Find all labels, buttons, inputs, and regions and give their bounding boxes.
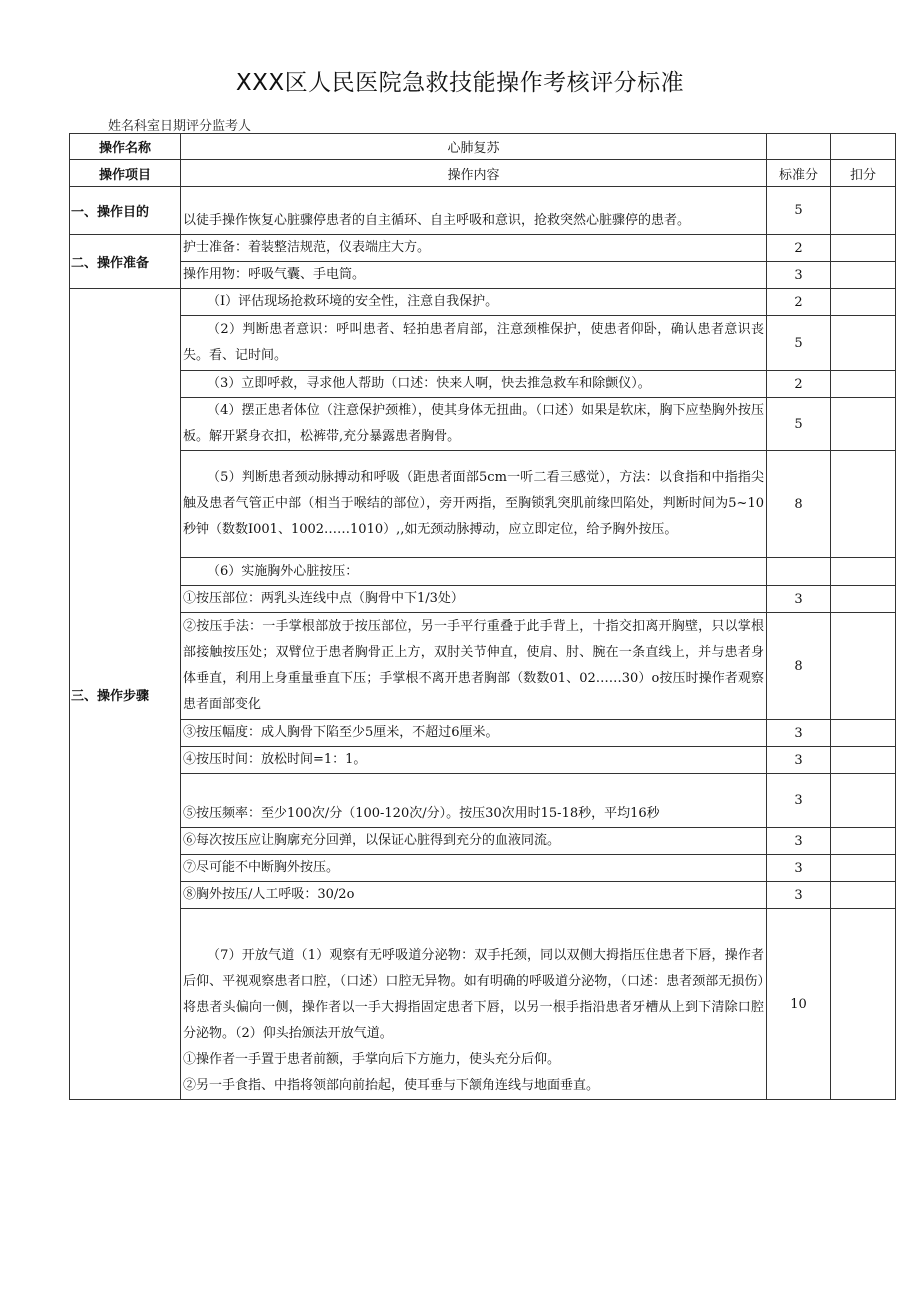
row-content: 护士准备：着装整洁规范，仪表端庄大方。: [181, 235, 767, 262]
table-row: [70, 289, 896, 316]
row-score: 8: [767, 613, 831, 720]
row-content: （5）判断患者颈动脉搏动和呼吸（距患者面部5cm一听二看三感觉），方法：以食指和中指指尖触及患者气管正中部（相当于喉结的部位），旁开两指，至胸锁乳突肌前缘凹陷处，判断时间为5~10秒钟（数数I001、1002……1010）,,如无颈动脉搏动，应立即定位，给予胸外按压。: [181, 451, 767, 558]
row-deduct: [831, 882, 896, 909]
table-row: [70, 882, 896, 909]
scoring-table: [69, 133, 896, 1100]
row-content: （3）立即呼救，寻求他人帮助（口述：快来人啊，快去推急救车和除颤仪）。: [181, 371, 767, 398]
row-content: ⑥每次按压应让胸廓充分回弹，以保证心脏得到充分的血液同流。: [181, 828, 767, 855]
row-deduct: [831, 316, 896, 371]
row-score: 2: [767, 235, 831, 262]
row-content-airway: [181, 909, 767, 1100]
row-score: 5: [767, 316, 831, 371]
operation-name-value: 心肺复苏: [181, 134, 767, 160]
table-row: [70, 451, 896, 558]
row-content: ⑦尽可能不中断胸外按压。: [181, 855, 767, 882]
row-deduct: [831, 909, 896, 1100]
row-deduct: [831, 720, 896, 747]
row-content: （6）实施胸外心脏按压：: [181, 558, 767, 586]
row-deduct: [831, 855, 896, 882]
table-row: [70, 747, 896, 774]
row-deduct: [831, 371, 896, 398]
table-row: [70, 828, 896, 855]
row-content: ⑤按压频率：至少100次/分（100-120次/分）。按压30次用时15-18秒，平均16秒: [181, 774, 767, 828]
table-row: [70, 613, 896, 720]
row-score: 3: [767, 586, 831, 613]
airway-sub-step-1: ①操作者一手置于患者前额，手掌向后下方施力，使头充分后仰。: [183, 1052, 561, 1067]
column-header-score: 标准分: [767, 160, 831, 187]
row-score: 3: [767, 747, 831, 774]
table-row: [70, 586, 896, 613]
table-row: [70, 187, 896, 235]
row-deduct: [831, 451, 896, 558]
row-score: 3: [767, 720, 831, 747]
row-content: 以徒手操作恢复心脏骤停患者的自主循环、自主呼吸和意识，抢救突然心脏骤停的患者。: [181, 187, 767, 235]
row-score: 8: [767, 451, 831, 558]
row-score: 5: [767, 398, 831, 451]
section-purpose: 一、操作目的: [70, 187, 181, 235]
row-content: 操作用物：呼吸气囊、手电筒。: [181, 262, 767, 289]
row-score: 3: [767, 855, 831, 882]
row-score: 3: [767, 262, 831, 289]
row-deduct: [831, 289, 896, 316]
row-deduct: [831, 828, 896, 855]
row-score: 5: [767, 187, 831, 235]
row-deduct: [831, 774, 896, 828]
table-row: [70, 558, 896, 586]
header-row-operation-name: [70, 134, 896, 160]
examiner-info-line: 姓名科室日期评分监考人: [108, 119, 252, 134]
row-deduct: [831, 613, 896, 720]
row-content: （I）评估现场抢救环境的安全性，注意自我保护。: [181, 289, 767, 316]
row-content: ①按压部位：两乳头连线中点（胸骨中下1/3处）: [181, 586, 767, 613]
row-deduct: [831, 398, 896, 451]
table-row: [70, 371, 896, 398]
row-deduct: [831, 558, 896, 586]
section-prepare: 二、操作准备: [70, 235, 181, 289]
table-row: [70, 855, 896, 882]
row-deduct: [831, 187, 896, 235]
table-row: [70, 774, 896, 828]
table-row: [70, 235, 896, 262]
operation-name-label: 操作名称: [70, 134, 181, 160]
row-score: 2: [767, 371, 831, 398]
row-content: ⑧胸外按压/人工呼吸：30/2o: [181, 882, 767, 909]
section-steps: 三、操作步骤: [70, 289, 181, 1100]
table-row: [70, 316, 896, 371]
row-deduct: [831, 586, 896, 613]
airway-main-text: （7）开放气道（1）观察有无呼吸道分泌物：双手托颈，同以双侧大拇指压住患者下唇，操作者后仰、平视观察患者口腔，（口述）口腔无异物。如有明确的呼吸道分泌物，（口述：患者颈部无损伤）将患者头偏向一侧，操作者以一手大拇指固定患者下唇，以另一根手指沿患者牙槽从上到下清除口腔分泌物。（2）仰头抬颁法开放气道。: [183, 948, 764, 1041]
row-score: 3: [767, 774, 831, 828]
row-score: 3: [767, 828, 831, 855]
row-content: ④按压时间：放松时间=1：1。: [181, 747, 767, 774]
row-score: 10: [767, 909, 831, 1100]
row-deduct: [831, 235, 896, 262]
table-row: [70, 398, 896, 451]
row-content: （4）摆正患者体位（注意保护颈椎），使其身体无扭曲。（口述）如果是软床，胸下应垫胸外按压板。解开紧身衣扣，松裤带,充分暴露患者胸骨。: [181, 398, 767, 451]
row-score: 3: [767, 882, 831, 909]
row-deduct: [831, 262, 896, 289]
row-score: [767, 558, 831, 586]
row-content: （2）判断患者意识：呼叫患者、轻拍患者肩部，注意颈椎保护，使患者仰卧，确认患者意识丧失。看、记时间。: [181, 316, 767, 371]
table-row: [70, 909, 896, 1100]
empty-cell: [831, 134, 896, 160]
row-score: 2: [767, 289, 831, 316]
column-header-content: 操作内容: [181, 160, 767, 187]
table-row: [70, 262, 896, 289]
column-header-item: 操作项目: [70, 160, 181, 187]
row-deduct: [831, 747, 896, 774]
row-content: ③按压幅度：成人胸骨下陷至少5厘米，不超过6厘米。: [181, 720, 767, 747]
empty-cell: [767, 134, 831, 160]
table-row: [70, 720, 896, 747]
page-title: XXX区人民医院急救技能操作考核评分标准: [235, 70, 685, 96]
airway-sub-step-2: ②另一手食指、中指将领部向前抬起，使耳垂与下颔角连线与地面垂直。: [183, 1078, 600, 1093]
row-content: ②按压手法：一手掌根部放于按压部位，另一手平行重叠于此手背上，十指交扣离开胸壁，只以掌根部接触按压处；双臂位于患者胸骨正上方，双肘关节伸直，使肩、肘、腕在一条直线上，并与患者身体垂直，利用上身重量垂直下压；手掌根不离开患者胸部（数数01、02……30）o按压时操作者观察患者面部变化: [181, 613, 767, 720]
header-row-columns: [70, 160, 896, 187]
column-header-deduct: 扣分: [831, 160, 896, 187]
